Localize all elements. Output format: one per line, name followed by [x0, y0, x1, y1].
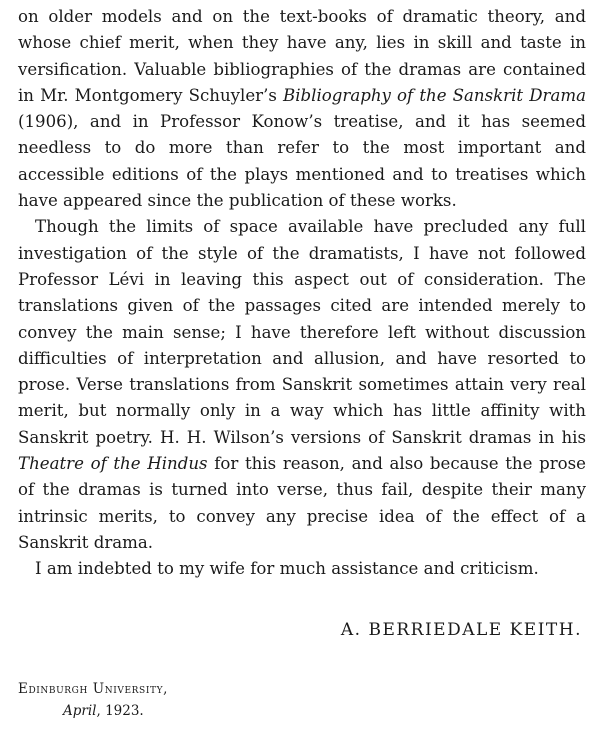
- paragraph-bibliographies: [18, 4, 586, 214]
- affiliation-block: [18, 678, 168, 722]
- paragraph-acknowledgement: [18, 556, 586, 582]
- paragraph-style-and-translations: [18, 214, 586, 556]
- author-signature: A. BERRIEDALE KEITH.: [340, 620, 582, 640]
- paragraph-text: for this reason, and also because the prose of the dramas is turned into verse, thus fail, despite their many intrinsic merits, to convey any precise idea of the effect of a Sanskrit drama.: [18, 454, 587, 552]
- paragraph-text: I am indebted to my wife for much assistance and criticism.: [35, 559, 539, 579]
- paragraph-text: (1906), and in Professor Konow’s treatise, and it has seemed needless to do more than refer to the most important and accessible editions of the plays mentioned and to treatises which have appeared since the publication of these works.: [18, 112, 586, 211]
- date-month: April: [63, 703, 97, 719]
- preface-date: [18, 700, 168, 722]
- book-title-bibliography: Bibliography of the Sanskrit Drama: [283, 85, 586, 105]
- book-title-theatre-of-the-hindus: Theatre of the Hindus: [18, 454, 208, 474]
- date-year: , 1923.: [96, 703, 144, 719]
- institution-name: Edinburgh University,: [18, 681, 169, 697]
- paragraph-text: Though the limits of space available have precluded any full investigation of the style of the dramatists, I have not followed Professor Lévi in leaving this aspect out of consideration. The translations given of the passages cited are intended merely to convey the main sense; I have therefore left without discussion difficulties of interpretation and allusion, and have resorted to prose. Verse translations from Sanskrit sometimes attain very real merit, but normally only in a way which has little affinity with Sanskrit poetry. H. H. Wilson’s versions of Sanskrit dramas in his: [18, 217, 586, 447]
- preface-body: [18, 4, 586, 583]
- paragraph-text: on older models and on the text-books of dramatic theory, and whose chief merit, when they have any, lies in skill and taste in versification. Valuable bibliographies of the dramas are contained in Mr. Montgomery Schuyler’s: [18, 7, 586, 105]
